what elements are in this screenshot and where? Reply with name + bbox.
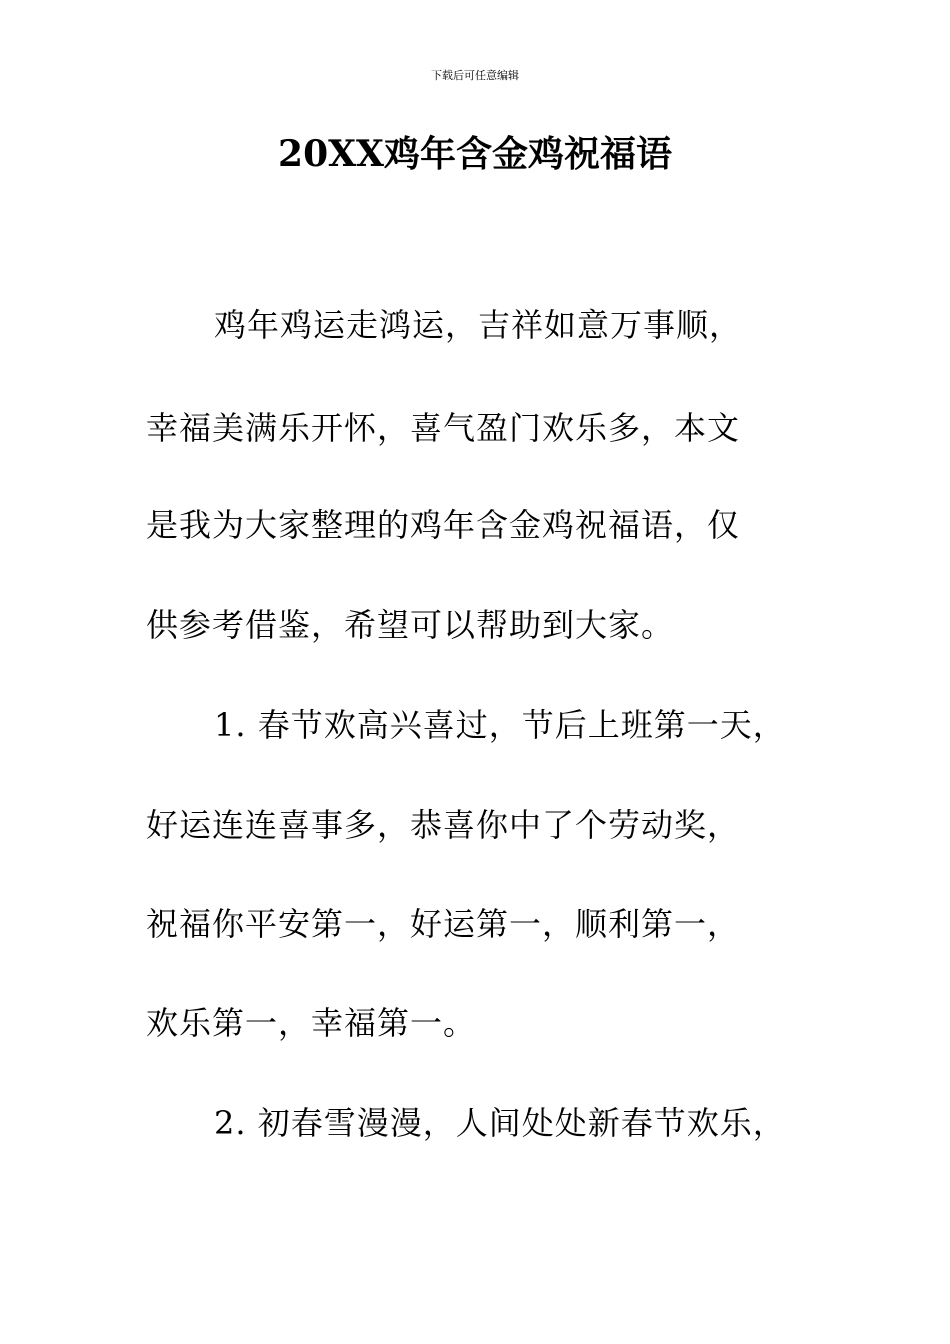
paragraph-line: 供参考借鉴，希望可以帮助到大家。 bbox=[146, 606, 675, 644]
header-note: 下载后可任意编辑 bbox=[431, 69, 519, 82]
paragraph-line: 好运连连喜事多，恭喜你中了个劳动奖， bbox=[146, 806, 741, 844]
paragraph-line: 祝福你平安第一，好运第一，顺利第一， bbox=[146, 905, 741, 943]
list-item-line: 2. 初春雪漫漫，人间处处新春节欢乐， bbox=[214, 1104, 786, 1142]
paragraph-line: 幸福美满乐开怀，喜气盈门欢乐多，本文 bbox=[146, 409, 741, 447]
paragraph-line: 是我为大家整理的鸡年含金鸡祝福语，仅 bbox=[146, 506, 741, 544]
document-title: 20XX鸡年含金鸡祝福语 bbox=[278, 133, 672, 175]
list-item-line: 1. 春节欢高兴喜过，节后上班第一天， bbox=[214, 706, 786, 744]
paragraph-line: 鸡年鸡运走鸿运，吉祥如意万事顺， bbox=[214, 306, 743, 344]
paragraph-line: 欢乐第一，幸福第一。 bbox=[146, 1004, 477, 1042]
